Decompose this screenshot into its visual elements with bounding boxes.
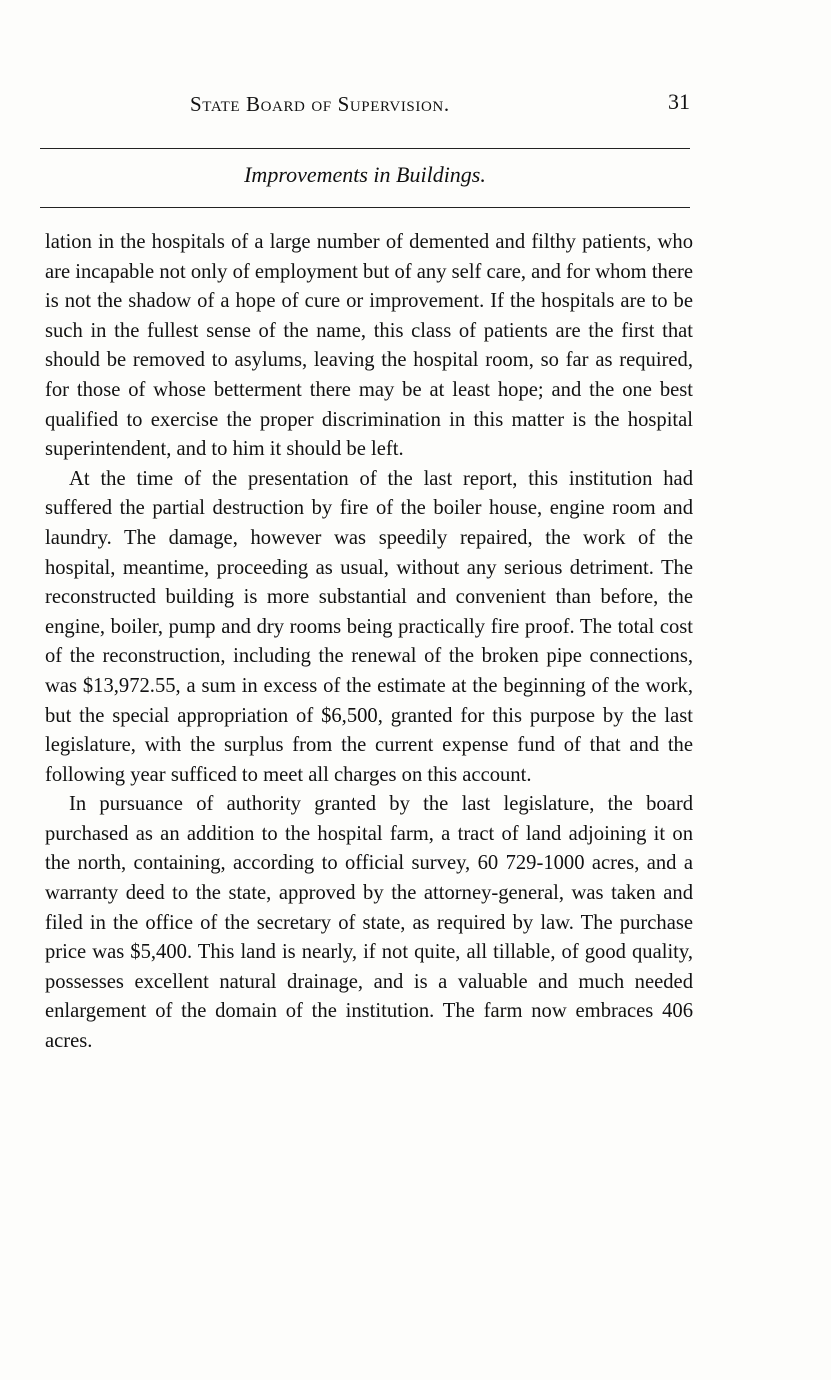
- section-heading: Improvements in Buildings.: [244, 162, 486, 187]
- page-number: 31: [668, 89, 690, 114]
- running-head: [40, 84, 690, 124]
- header-rule-top: [40, 148, 690, 149]
- header-rule-bottom: [40, 207, 690, 208]
- running-title: State Board of Supervision.: [190, 92, 450, 116]
- body-text: [45, 228, 693, 1057]
- paragraph-land-purchase: In pursuance of authority granted by the last legislature, the board purchased as an addition to the hospital farm, a tract of land adjoining it on the north, containing, according to official survey, 60 729-1000 acres, and a warranty deed to the state, approved by the attorney-general, was taken and filed in the office of the secretary of state, as required by law. The purchase price was $5,400. This land is nearly, if not quite, all tillable, of good quality, possesses excellent natural drainage, and is a valuable and much needed enlargement of the domain of the institution. The farm now embraces 406 acres.: [45, 793, 693, 1053]
- paragraph-fire-reconstruction: At the time of the presentation of the last report, this institution had suffered the partial destruction by fire of the boiler house, engine room and laundry. The damage, however was speedily repaired, the work of the hospital, meantime, proceeding as usual, without any serious detriment. The reconstructed building is more substantial and convenient than before, the engine, boiler, pump and dry rooms being practically fire proof. The total cost of the reconstruction, including the renewal of the broken pipe connections, was $13,972.55, a sum in excess of the estimate at the beginning of the work, but the special appropriation of $6,500, granted for this purpose by the last legislature, with the surplus from the current expense fund of that and the following year sufficed to meet all charges on this account.: [45, 467, 693, 786]
- paragraph-continuation: lation in the hospitals of a large number of demented and filthy patients, who are incapable not only of employment but of any self care, and for whom there is not the shadow of a hope of cure or improvement. If the hospitals are to be such in the fullest sense of the name, this class of patients are the first that should be removed to asylums, leaving the hospital room, so far as required, for those of whose betterment there may be at least hope; and the one best qualified to exercise the proper discrimination in this matter is the hospital superintendent, and to him it should be left.: [45, 231, 693, 461]
